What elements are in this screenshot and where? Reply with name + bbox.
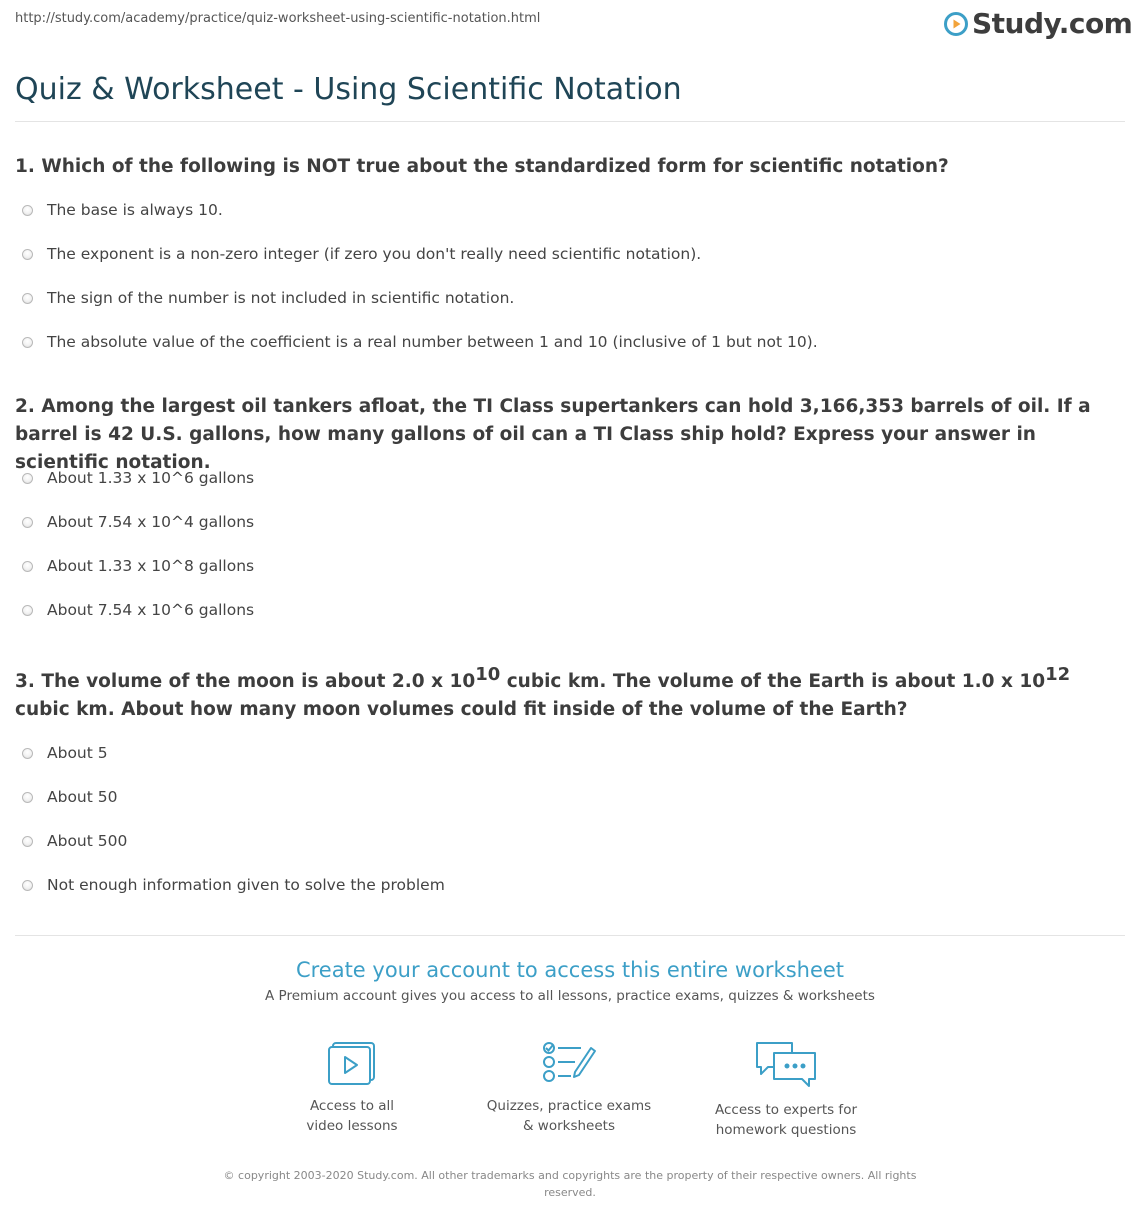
feature-experts bbox=[686, 1040, 886, 1140]
radio-button-icon[interactable] bbox=[22, 792, 33, 803]
page-title: Quiz & Worksheet - Using Scientific Notation bbox=[15, 72, 682, 107]
answer-option[interactable] bbox=[22, 554, 254, 578]
video-lessons-icon bbox=[326, 1040, 378, 1086]
answer-option[interactable] bbox=[22, 330, 818, 354]
play-circle-icon bbox=[944, 12, 968, 36]
answer-option[interactable] bbox=[22, 510, 254, 534]
answer-option[interactable] bbox=[22, 873, 445, 897]
answer-text: About 50 bbox=[47, 788, 118, 806]
answer-text: About 1.33 x 10^6 gallons bbox=[47, 469, 255, 487]
question-3: 3. The volume of the moon is about 2.0 x $10^{10}$ cubic km. The volume of the Earth is about 1.0 x $10^{12}$ cubic km. About how many moon volumes could fit inside of the volume of the Earth? bbox=[15, 664, 1071, 720]
answer-option[interactable] bbox=[22, 242, 701, 266]
radio-button-icon[interactable] bbox=[22, 337, 33, 348]
radio-button-icon[interactable] bbox=[22, 605, 33, 616]
radio-button-icon[interactable] bbox=[22, 205, 33, 216]
answer-text: About 7.54 x 10^6 gallons bbox=[47, 601, 255, 619]
answer-option[interactable] bbox=[22, 741, 108, 765]
question-1: 1. Which of the following is NOT true about the standardized form for scientific notation? bbox=[15, 156, 949, 177]
premium-description: A Premium account gives you access to all lessons, practice exams, quizzes & worksheets bbox=[265, 988, 875, 1004]
question-2: 2. Among the largest oil tankers afloat, the TI Class supertankers can hold 3,166,353 barrels of oil. If a barrel is 42 U.S. gallons, how many gallons of oil can a TI Class ship hold? Express your answer in scientific notation. bbox=[15, 396, 1091, 473]
answer-text: About 7.54 x 10^4 gallons bbox=[47, 513, 255, 531]
answer-option[interactable] bbox=[22, 598, 254, 622]
section-divider bbox=[15, 935, 1125, 936]
study-logo[interactable] bbox=[944, 8, 1132, 40]
radio-button-icon[interactable] bbox=[22, 748, 33, 759]
feature-quizzes bbox=[469, 1040, 669, 1136]
feature-label: Access to all video lessons bbox=[306, 1098, 398, 1134]
answer-option[interactable] bbox=[22, 829, 127, 853]
radio-button-icon[interactable] bbox=[22, 473, 33, 484]
create-account-link[interactable]: Create your account to access this entire worksheet bbox=[295, 958, 845, 982]
answer-option[interactable] bbox=[22, 286, 514, 310]
title-divider bbox=[15, 121, 1125, 122]
answer-text: The absolute value of the coefficient is a real number between 1 and 10 (inclusive of 1 but not 10). bbox=[47, 333, 818, 351]
answer-text: About 5 bbox=[47, 744, 108, 762]
answer-option[interactable] bbox=[22, 198, 223, 222]
feature-label: Quizzes, practice exams & worksheets bbox=[486, 1098, 652, 1134]
answer-text: About 1.33 x 10^8 gallons bbox=[47, 557, 255, 575]
logo-wordmark: Study.com bbox=[972, 7, 1133, 40]
radio-button-icon[interactable] bbox=[22, 249, 33, 260]
quiz-checklist-icon bbox=[541, 1040, 597, 1086]
feature-label: Access to experts for homework questions bbox=[714, 1102, 857, 1138]
radio-button-icon[interactable] bbox=[22, 880, 33, 891]
radio-button-icon[interactable] bbox=[22, 517, 33, 528]
answer-text: The sign of the number is not included in scientific notation. bbox=[47, 289, 515, 307]
feature-video-lessons bbox=[252, 1040, 452, 1136]
page-url: http://study.com/academy/practice/quiz-worksheet-using-scientific-notation.html bbox=[15, 11, 541, 26]
answer-text: The exponent is a non-zero integer (if zero you don't really need scientific notation). bbox=[47, 245, 702, 263]
answer-text: Not enough information given to solve the problem bbox=[47, 876, 445, 894]
radio-button-icon[interactable] bbox=[22, 561, 33, 572]
answer-option[interactable] bbox=[22, 466, 254, 490]
expert-chat-icon bbox=[754, 1040, 818, 1090]
answer-option[interactable] bbox=[22, 785, 117, 809]
radio-button-icon[interactable] bbox=[22, 293, 33, 304]
answer-text: About 500 bbox=[47, 832, 128, 850]
copyright-notice: © copyright 2003-2020 Study.com. All other trademarks and copyrights are the property of their respective owners. All rights reserved. bbox=[223, 1169, 917, 1199]
radio-button-icon[interactable] bbox=[22, 836, 33, 847]
answer-text: The base is always 10. bbox=[47, 201, 223, 219]
